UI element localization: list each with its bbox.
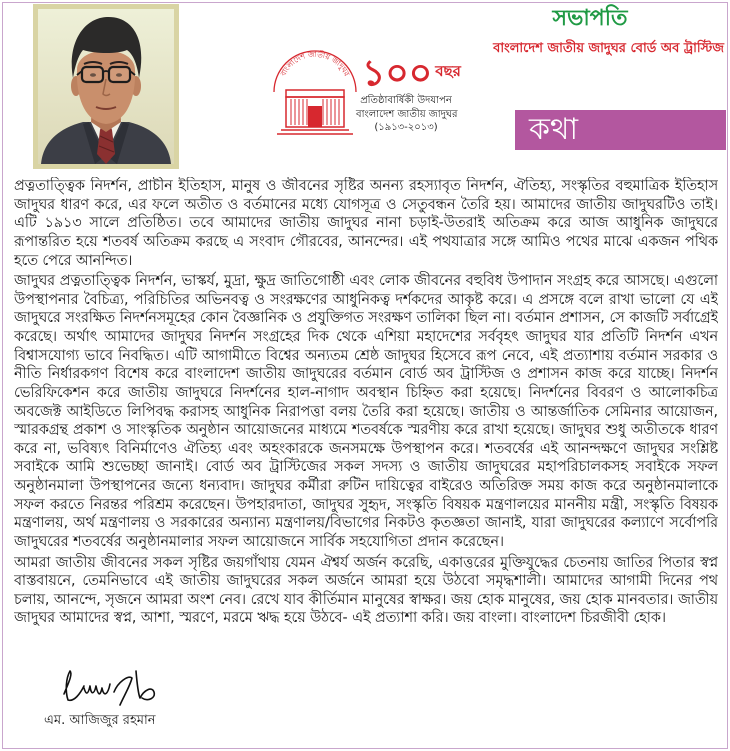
- centennial-number: ১০০: [362, 53, 433, 94]
- signer-name: এম. আজিজুর রহমান: [44, 713, 156, 728]
- message-paragraph-3: আমরা জাতীয় জীবনের সকল সৃষ্টির জয়গাঁথায় যেমন ঐশ্বর্য অর্জন করেছি, একাত্তরের মুক্তিযুদ্ধের চেতনায় জাতির পিতার স্বপ্ন বাস্তবায়নে, তেমনিভাবে এই জাতীয় জাদুঘরের সকল অর্জনে আমরা হয়ে উঠবো সমৃদ্ধশালী। আমাদের আগামী দিনের পথ চলায়, আনন্দে, সৃজনে আমরা অংশ নেব। রেখে যাব কীর্তিমান মানুষের স্বাক্ষর। জয় হোক মানুষের, জয় হোক মানবতার। জাতীয় জাদুঘর আমাদের স্বপ্ন, আশা, স্মরণে, মরমে ঋদ্ধ হয়ে উঠবে- এই প্রত্যাশা করি। জয় বাংলা। বাংলাদেশ চিরজীবী হোক।: [14, 554, 718, 627]
- logo-building: [277, 90, 353, 134]
- signature: [58, 664, 168, 709]
- message-paragraph-2: জাদুঘর প্রত্নতাত্ত্বিক নিদর্শন, ভাস্কর্য, মুদ্রা, ক্ষুদ্র জাতিগোষ্ঠী এবং লোক জীবনের বহুবিধ উপাদান সংগ্রহ করে আসছে। এগুলো উপস্থাপনার বৈচিত্র্য, পরিচিতির অভিনবত্ব ও সংরক্ষণের আধুনিকত্ব দর্শকদের আকৃষ্ট করে। এ প্রসঙ্গে বলে রাখা ভালো যে এই জাদুঘরে সংরক্ষিত নিদর্শনসমূহের কোন বৈজ্ঞানিক ও প্রযুক্তিগত সংরক্ষণ তালিকা ছিল না। বর্তমান প্রশাসন, সে কাজটি সর্বাগ্রেই করেছে। অর্থাৎ আমাদের জাদুঘর নিদর্শন সংগ্রহের দিক থেকে এশিয়া মহাদেশের সর্ববৃহৎ জাদুঘর যার প্রতিটি নিদর্শন এখন বিশ্বাসযোগ্য ভাবে নিবদ্ধিত। এটি আগামীতে বিশ্বের অন্যতম শ্রেষ্ঠ জাদুঘর হিসেবে রূপ নেবে, এই প্রত্যাশায় বর্তমান সরকার ও নীতি নির্ধারকগণ বিশেষ করে বাংলাদেশ জাতীয় জাদুঘরের বর্তমান বোর্ড অব ট্রাস্টিজ ও প্রশাসন কাজ করে যাচ্ছে। নিদর্শন ভেরিফিকেশন করে জাতীয় জাদুঘরে নিদর্শনের হাল-নাগাদ অবস্থান চিহ্নিত করা হয়েছে। নিদর্শনের বিবরণ ও আলোকচিত্র অবজেক্ট আইডিতে লিপিবদ্ধ করাসহ আধুনিক নিরাপত্তা বলয় তৈরি করা হয়েছে। জাতীয় ও আন্তর্জাতিক সেমিনার আয়োজন, স্মারকগ্রন্থ প্রকাশ ও সাংস্কৃতিক অনুষ্ঠান আয়োজনের মাধ্যমে শতবর্ষকে স্মরণীয় করে রাখা হয়েছে। জাদুঘর শুধু অতীতকে ধারণ করে না, ভবিষ্যৎ বিনির্মাণেও ঐতিহ্য এবং অহংকারকে জনসমক্ষে উপস্থাপন করে। শতবর্ষের এই আনন্দক্ষণে জাদুঘর সংশ্লিষ্ট সবাইকে আমি শুভেচ্ছা জানাই। বোর্ড অব ট্রাস্টিজের সকল সদস্য ও জাতীয় জাদুঘরের মহাপরিচালকসহ সবাইকে সফল অনুষ্ঠানমালা উপস্থাপনের জন্যে ধন্যবাদ। জাদুঘর কর্মীরা রুটিন দায়িত্বের বাইরেও অতিরিক্ত সময় কাজ করে অনুষ্ঠানমালাকে সফল করতে নিরন্তর পরিশ্রম করেছেন। উপহারদাতা, জাদুঘর সুহৃদ, সংস্কৃতি বিষয়ক মন্ত্রণালয়ের মাননীয় মন্ত্রী, সংস্কৃতি বিষয়ক মন্ত্রণালয়, অর্থ মন্ত্রণালয় ও সরকারের অন্যান্য মন্ত্রণালয়/বিভাগের নিকটও কৃতজ্ঞতা জানাই, যারা জাদুঘরের কল্যাণে সর্বোপরি জাদুঘরের শতবর্ষের অনুষ্ঠানমালার সফল আয়োজনে সার্বিক সহযোগিতা প্রদান করেছেন।: [14, 273, 718, 550]
- centennial-block: [356, 54, 468, 135]
- message-paragraph-1: প্রত্নতাত্ত্বিক নিদর্শন, প্রাচীন ইতিহাস, মানুষ ও জীবনের সৃষ্টির অনন্য রহস্যাবৃত নিদর্শন, ঐতিহ্য, সংস্কৃতির বহুমাত্রিক ইতিহাস জাদুঘর ধারণ করে, এর ফলে অতীত ও বর্তমানের মধ্যে যোগসূত্র ও সেতুবন্ধন তৈরি হয়। আমাদের জাতীয় জাদুঘরটিও তাই। এটি ১৯১৩ সালে প্রতিষ্ঠিত। তবে আমাদের জাতীয় জাদুঘর নানা চড়াই-উতরাই অতিক্রম করে আজ আধুনিক জাদুঘরে রূপান্তরিত হয়ে শতবর্ষ অতিক্রম করছে এ সংবাদ গৌরবের, আনন্দের। এই পথযাত্রার সঙ্গে আমিও পথের মাঝে একজন পথিক হতে পেরে আনন্দিত।: [14, 178, 718, 269]
- museum-logo: [270, 48, 360, 140]
- organization-name: বাংলাদেশ জাতীয় জাদুঘর বোর্ড অব ট্রাস্টিজ: [493, 41, 724, 56]
- message-banner: [515, 110, 726, 150]
- centennial-line-museum: বাংলাদেশ জাতীয় জাদুঘর: [356, 108, 458, 120]
- centennial-line-celebration: প্রতিষ্ঠাবার্ষিকী উদযাপন: [360, 95, 452, 106]
- role-title: সভাপতি: [552, 6, 628, 31]
- centennial-unit: বছর: [435, 62, 461, 80]
- logo-arc-textpath: বাংলাদেশ জাতীয় জাদুঘর: [278, 49, 352, 78]
- centennial-heading: [356, 54, 468, 94]
- message-body: [14, 177, 718, 630]
- centennial-line-years: (১৯১৩-২০১৩): [374, 122, 438, 133]
- portrait-photo: [33, 4, 179, 169]
- logo-arc-text: [278, 49, 352, 79]
- banner-label: কথা: [529, 112, 579, 147]
